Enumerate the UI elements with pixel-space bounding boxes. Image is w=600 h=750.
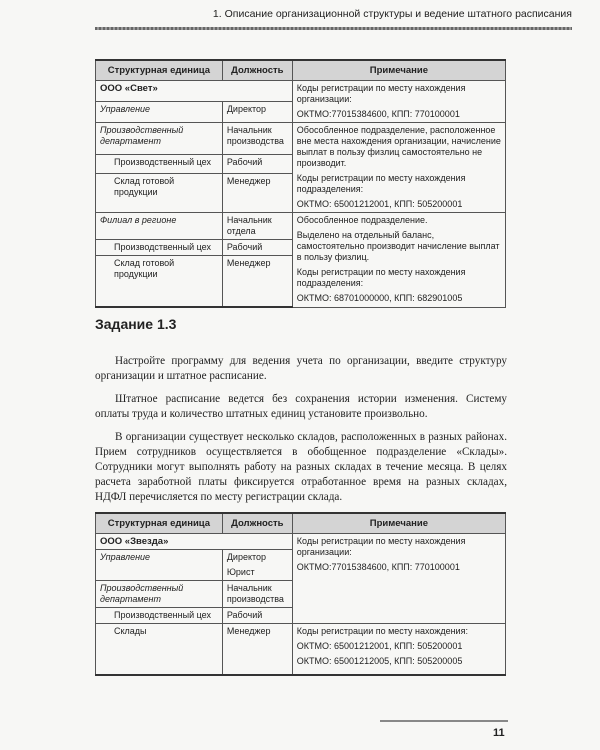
table-header-position: Должность: [222, 513, 292, 534]
task-paragraph-1: Настройте программу для ведения учета по организации, введите структуру организации и штатное расписание.: [95, 355, 507, 382]
note-line: Коды регистрации по месту нахождения организации:: [296, 536, 466, 557]
note-line: ОКТМО: 65001212001, КПП: 505200001: [296, 199, 463, 209]
unit-cell: Производственный цех: [96, 155, 223, 174]
note-line: Обособленное подразделение, расположенное вне места нахождения организации, начисление выплат в пользу физлиц самостоятельно не производит.: [296, 125, 501, 168]
page-number: 11: [493, 727, 505, 739]
unit-cell: Склад готовой продукции: [96, 256, 223, 308]
position-cell: Рабочий: [222, 608, 292, 624]
position-cell: Менеджер: [222, 174, 292, 213]
task-paragraph-3: В организации существует несколько складов, расположенных в разных районах. Прием сотрудников осуществляется в обобщенное подразделение «Склады». Сотрудники могут выполнять работу на разных складах в течение месяца. В целях расчета заработной платы фиксируется отработанное время на разных складах, НДФЛ перечисляется по месту регистрации склада.: [95, 431, 507, 503]
table-header-unit: Структурная единица: [96, 60, 223, 81]
position-cell: Рабочий: [222, 155, 292, 174]
header-rule: [95, 27, 572, 30]
position-cell: Начальник производства: [222, 581, 292, 608]
position-cell: Директор: [222, 102, 292, 123]
table-header-position: Должность: [222, 60, 292, 81]
task-paragraph-2: Штатное расписание ведется без сохранения истории изменения. Систему оплаты труда и количество штатных единиц установите произвольно.: [95, 393, 507, 420]
org-name: ООО «Свет»: [96, 81, 293, 102]
position-line: Директор: [226, 552, 267, 562]
position-cell: Менеджер: [222, 624, 292, 676]
note-line: ОКТМО:77015384600, КПП: 770100001: [296, 109, 460, 119]
note-line: ОКТМО: 65001212005, КПП: 505200005: [296, 656, 463, 666]
table-row: [96, 534, 506, 550]
unit-cell: Производственный департамент: [96, 123, 223, 155]
table-row: [96, 213, 506, 240]
position-cell: Начальник производства: [222, 123, 292, 155]
table-header-note: Примечание: [292, 513, 505, 534]
branch-note: [292, 213, 505, 308]
note-line: Выделено на отдельный баланс, самостоятельно производит начисление выплат в пользу физлиц.: [296, 230, 500, 262]
note-line: Коды регистрации по месту нахождения подразделения:: [296, 267, 466, 288]
position-cell: Начальник отдела: [222, 213, 292, 240]
table-header-note: Примечание: [292, 60, 505, 81]
unit-cell: Производственный цех: [96, 240, 223, 256]
warehouse-note: [292, 624, 505, 676]
table-header-unit: Структурная единица: [96, 513, 223, 534]
unit-cell: Управление: [96, 550, 223, 581]
unit-cell: Производственный цех: [96, 608, 223, 624]
note-line: Коды регистрации по месту нахождения организации:: [296, 83, 466, 104]
dept-note: [292, 123, 505, 213]
structure-table-2: [95, 512, 506, 676]
running-header: 1. Описание организационной структуры и ведение штатного расписания: [212, 8, 572, 20]
note-line: Коды регистрации по месту нахождения подразделения:: [296, 173, 466, 194]
footer-rule: [380, 720, 508, 722]
position-cell: Рабочий: [222, 240, 292, 256]
table-row: [96, 81, 506, 102]
position-line: Юрист: [226, 567, 255, 577]
unit-cell: Производственный департамент: [96, 581, 223, 608]
org-note: [292, 534, 505, 624]
note-line: ОКТМО:77015384600, КПП: 770100001: [296, 562, 460, 572]
unit-cell: Управление: [96, 102, 223, 123]
note-line: Обособленное подразделение.: [296, 215, 428, 225]
unit-cell: Филиал в регионе: [96, 213, 223, 240]
note-line: ОКТМО: 65001212001, КПП: 505200001: [296, 641, 463, 651]
org-note: [292, 81, 505, 123]
position-cell: Менеджер: [222, 256, 292, 308]
note-line: ОКТМО: 68701000000, КПП: 682901005: [296, 293, 463, 303]
task-title: Задание 1.3: [95, 316, 177, 332]
table-row: [96, 624, 506, 676]
org-name: ООО «Звезда»: [96, 534, 293, 550]
unit-cell: Склады: [96, 624, 223, 676]
unit-cell: Склад готовой продукции: [96, 174, 223, 213]
note-line: Коды регистрации по месту нахождения:: [296, 626, 468, 636]
position-cell: [222, 550, 292, 581]
table-row: [96, 123, 506, 155]
structure-table-1: [95, 59, 506, 308]
